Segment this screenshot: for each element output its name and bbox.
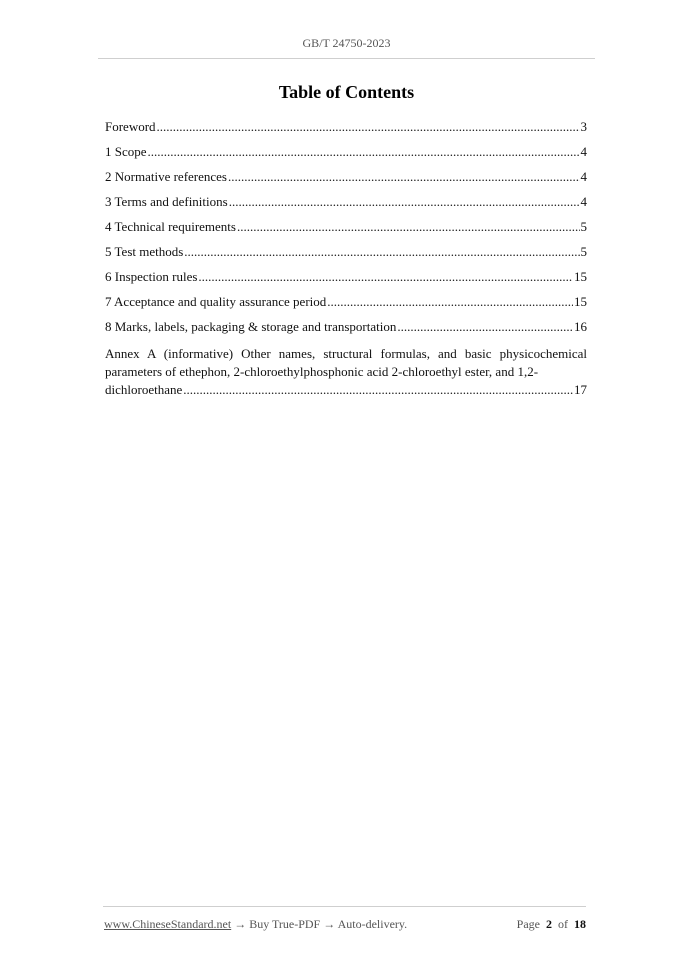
toc-entry-label: 8 Marks, labels, packaging & storage and transportation	[105, 319, 397, 334]
toc-entry-label-continued: dichloroethane	[105, 382, 183, 397]
header-divider	[98, 58, 595, 59]
arrow-right-icon: →	[234, 917, 247, 931]
toc-entry-page: 17	[574, 382, 587, 397]
footer-promo	[104, 917, 407, 932]
page-word: Page	[516, 917, 540, 931]
annex-last-line	[105, 381, 587, 399]
toc-entry-page: 5	[580, 219, 587, 234]
dot-leader	[327, 293, 573, 311]
toc-entry-label: 4 Technical requirements	[105, 219, 236, 234]
current-page-number: 2	[546, 917, 552, 931]
toc-entry-page: 15	[574, 269, 587, 284]
dot-leader	[397, 318, 573, 336]
toc-entry-page: 5	[580, 244, 587, 259]
dot-leader	[183, 381, 573, 399]
toc-entry-marks-labels[interactable]	[105, 318, 587, 343]
buy-pdf-text: Buy True-PDF	[249, 917, 321, 931]
toc-entry-terms-definitions[interactable]	[105, 193, 587, 218]
toc-entry-label: Foreword	[105, 119, 156, 134]
footer-divider	[103, 906, 586, 907]
toc-entry-label: 6 Inspection rules	[105, 269, 198, 284]
of-word: of	[558, 917, 568, 931]
toc-entry-page: 15	[574, 294, 587, 309]
total-pages: 18	[574, 917, 586, 931]
toc-entry-technical-requirements[interactable]	[105, 218, 587, 243]
toc-entry-annex-a[interactable]	[105, 345, 587, 399]
toc-entry-page: 4	[580, 144, 587, 159]
site-link[interactable]: www.ChineseStandard.net	[104, 917, 232, 931]
toc-entry-page: 3	[580, 119, 587, 134]
document-code: GB/T 24750-2023	[302, 36, 391, 50]
dot-leader	[228, 168, 580, 186]
toc-entry-label: 5 Test methods	[105, 244, 184, 259]
toc-entry-acceptance[interactable]	[105, 293, 587, 318]
dot-leader	[184, 243, 579, 261]
toc-entry-test-methods[interactable]	[105, 243, 587, 268]
toc-entry-label: 7 Acceptance and quality assurance period	[105, 294, 327, 309]
auto-delivery-text: Auto-delivery.	[337, 917, 408, 931]
arrow-right-icon: →	[323, 917, 336, 931]
dot-leader	[198, 268, 573, 286]
toc-entry-page: 16	[574, 319, 587, 334]
toc-entry-normative-references[interactable]	[105, 168, 587, 193]
dot-leader	[157, 118, 580, 136]
toc-entry-foreword[interactable]	[105, 118, 587, 143]
table-of-contents	[105, 118, 587, 399]
dot-leader	[148, 143, 580, 161]
page-title: Table of Contents	[278, 82, 415, 102]
toc-entry-page: 4	[580, 169, 587, 184]
page-indicator	[517, 917, 586, 932]
toc-entry-label: Annex A (informative) Other names, structural formulas, and basic physicochemical parameters of ethephon, 2-chloroethylphosphonic acid 2-chloroethyl ester, and 1,2-	[105, 346, 587, 379]
dot-leader	[237, 218, 580, 236]
toc-entry-page: 4	[580, 194, 587, 209]
toc-entry-scope[interactable]	[105, 143, 587, 168]
toc-entry-label: 3 Terms and definitions	[105, 194, 228, 209]
toc-entry-label: 2 Normative references	[105, 169, 227, 184]
toc-entry-inspection-rules[interactable]	[105, 268, 587, 293]
dot-leader	[229, 193, 580, 211]
toc-entry-label: 1 Scope	[105, 144, 147, 159]
